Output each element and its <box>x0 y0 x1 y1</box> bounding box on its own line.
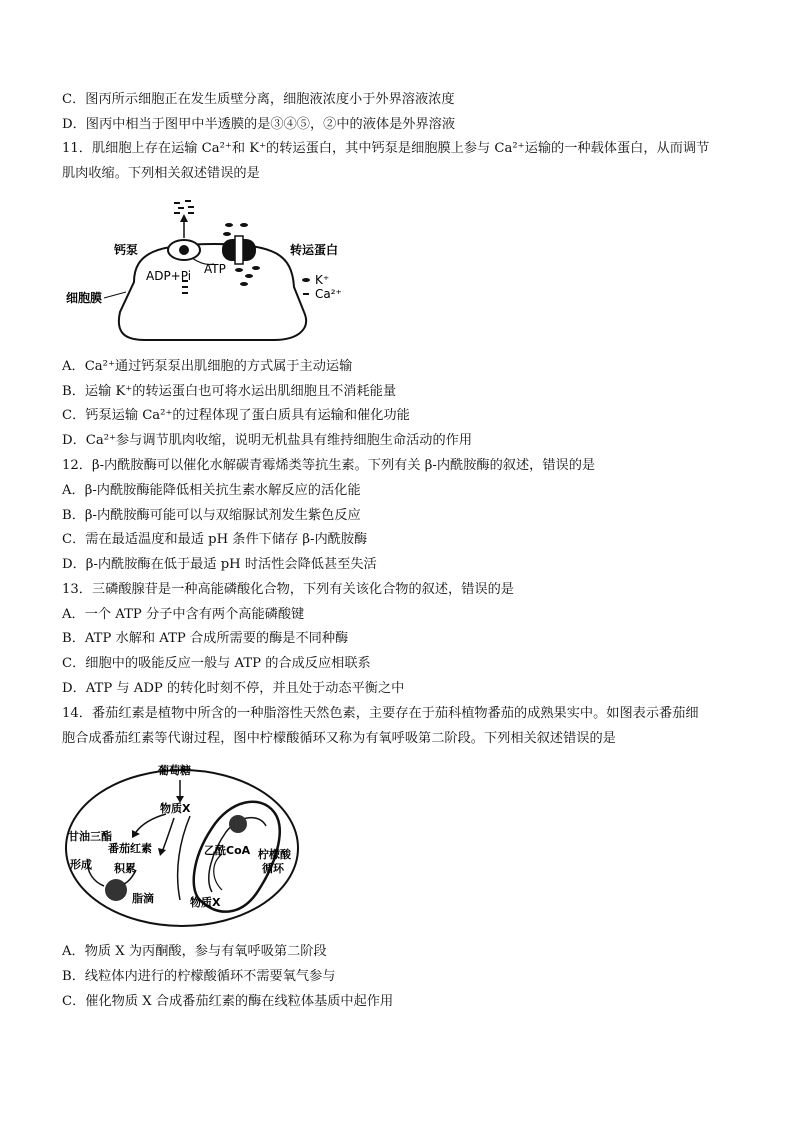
label-accumulate: 积累 <box>114 862 136 875</box>
q14-stem-line1: 14．番茄红素是植物中所含的一种脂溶性天然色素，主要存在于茄科植物番茄的成熟果实中。如图表示番茄细 <box>62 706 699 721</box>
lipid-droplet-icon <box>105 879 127 901</box>
q11-stem-line1: 11．肌细胞上存在运输 Ca²⁺和 K⁺的转运蛋白，其中钙泵是细胞膜上参与 Ca²⁺运输的一种载体蛋白，从而调节 <box>62 141 710 156</box>
label-glucose: 葡萄糖 <box>158 764 191 777</box>
label-form: 形成 <box>70 858 92 871</box>
q12-option-a: A．β-内酰胺酶能降低相关抗生素水解反应的活化能 <box>62 483 361 498</box>
label-calcium-pump: 钙泵 <box>114 243 139 257</box>
legend-ca-icon <box>303 293 309 295</box>
q11-option-d: D．Ca²⁺参与调节肌肉收缩，说明无机盐具有维持细胞生命活动的作用 <box>62 433 473 448</box>
label-adp-pi: ADP+Pi <box>146 269 192 283</box>
label-substance-x-inner: 物质X <box>190 896 221 909</box>
label-glycerol: 甘油三酯 <box>68 830 112 843</box>
q12-option-b: B．β-内酰胺酶可能可以与双缩脲试剂发生紫色反应 <box>62 508 361 523</box>
q11-stem-line2: 肌肉收缩。下列相关叙述错误的是 <box>62 166 260 181</box>
transport-protein-icon <box>222 236 256 264</box>
label-substance-x: 物质X <box>160 802 191 815</box>
label-lipid-droplet: 脂滴 <box>132 892 154 905</box>
q12-stem: 12．β-内酰胺酶可以催化水解碳青霉烯类等抗生素。下列有关 β-内酰胺酶的叙述，错误的是 <box>62 458 596 473</box>
q13-option-a: A．一个 ATP 分子中含有两个高能磷酸键 <box>62 607 305 622</box>
legend-ca-label: Ca²⁺ <box>315 287 342 301</box>
ca-ion-cluster-icon <box>174 200 194 214</box>
q10-option-d: D．图丙中相当于图甲中半透膜的是③④⑤，②中的液体是外界溶液 <box>62 117 456 132</box>
q13-stem: 13．三磷酸腺苷是一种高能磷酸化合物，下列有关该化合物的叙述，错误的是 <box>62 582 514 597</box>
q13-option-c: C．细胞中的吸能反应一般与 ATP 的合成反应相联系 <box>62 656 371 671</box>
q14-figure-metabolism <box>62 760 308 932</box>
q14-option-b: B．线粒体内进行的柠檬酸循环不需要氧气参与 <box>62 969 336 984</box>
label-cycle: 循环 <box>262 862 284 875</box>
label-citric-acid: 柠檬酸 <box>258 848 291 861</box>
q11-figure-cell-membrane <box>64 192 364 352</box>
q14-stem-line2: 胞合成番茄红素等代谢过程，图中柠檬酸循环又称为有氧呼吸第二阶段。下列相关叙述错误的是 <box>62 731 616 746</box>
q11-option-b: B．运输 K⁺的转运蛋白也可将水运出肌细胞且不消耗能量 <box>62 384 397 399</box>
label-cell-membrane: 细胞膜 <box>66 291 103 305</box>
q14-option-c: C．催化物质 X 合成番茄红素的酶在线粒体基质中起作用 <box>62 994 394 1009</box>
label-transport-protein: 转运蛋白 <box>290 243 339 257</box>
legend-k-icon <box>302 278 310 282</box>
label-atp: ATP <box>204 262 226 276</box>
q12-option-c: C．需在最适温度和最适 pH 条件下储存 β-内酰胺酶 <box>62 532 368 547</box>
q14-option-a: A．物质 X 为丙酮酸，参与有氧呼吸第二阶段 <box>62 944 327 959</box>
q12-option-d: D．β-内酰胺酶在低于最适 pH 时活性会降低甚至失活 <box>62 557 377 572</box>
q11-option-c: C．钙泵运输 Ca²⁺的过程体现了蛋白质具有运输和催化功能 <box>62 408 410 423</box>
q13-option-b: B．ATP 水解和 ATP 合成所需要的酶是不同种酶 <box>62 631 349 646</box>
legend-k-label: K⁺ <box>315 273 330 287</box>
label-acetyl-coa: 乙酰CoA <box>204 844 251 857</box>
q10-option-c: C．图丙所示细胞正在发生质壁分离，细胞液浓度小于外界溶液浓度 <box>62 92 455 107</box>
q13-option-d: D．ATP 与 ADP 的转化时刻不停，并且处于动态平衡之中 <box>62 681 405 696</box>
label-lycopene: 番茄红素 <box>108 842 152 855</box>
q11-option-a: A．Ca²⁺通过钙泵泵出肌细胞的方式属于主动运输 <box>62 359 353 374</box>
calcium-pump-icon <box>168 240 200 260</box>
